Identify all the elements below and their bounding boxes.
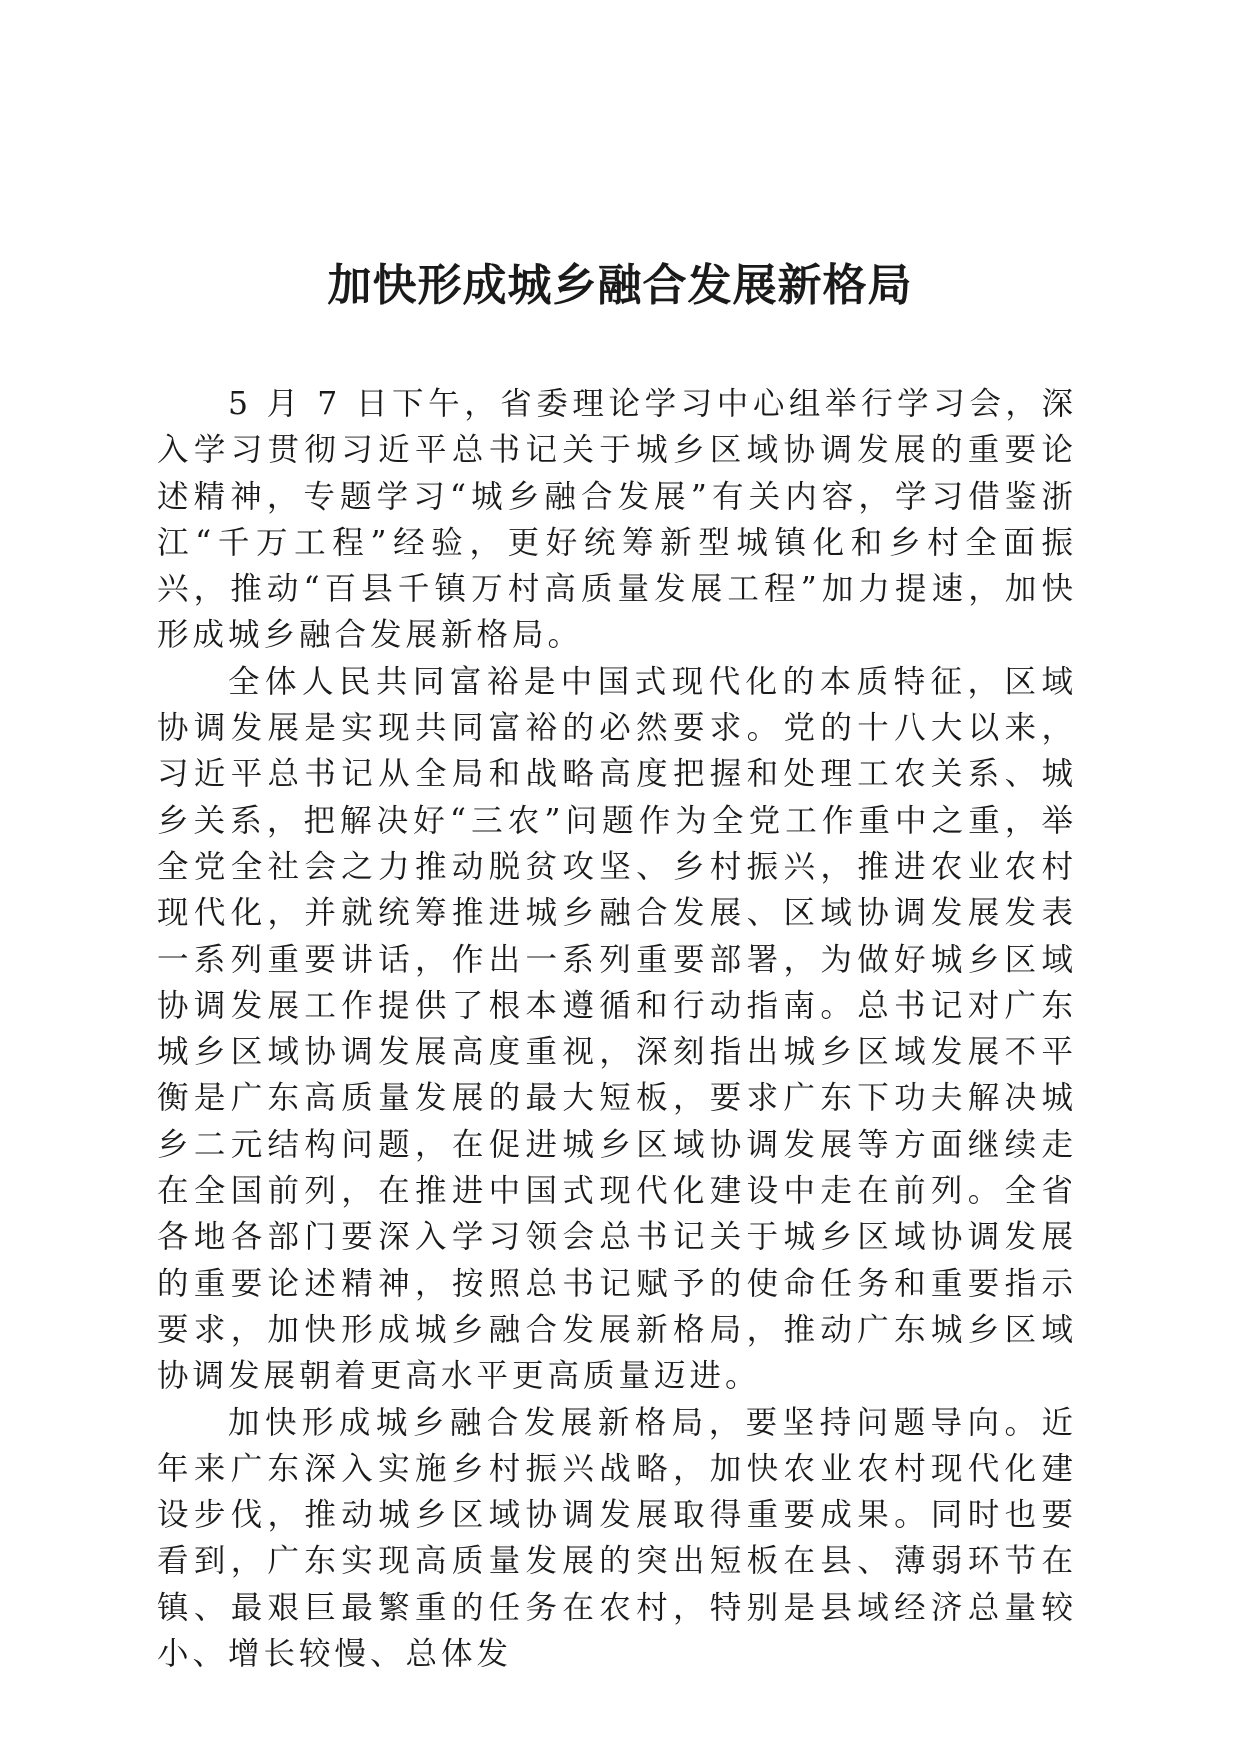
paragraph-3: 加快形成城乡融合发展新格局，要坚持问题导向。近年来广东深入实施乡村振兴战略，加快农业农村现代化建设步伐，推动城乡区域协调发展取得重要成果。同时也要看到，广东实现高质量发展的突出短板在县、薄弱环节在镇、最艰巨最繁重的任务在农村，特别是县域经济总量较小、增长较慢、总体发 bbox=[157, 1404, 1077, 1673]
paragraph-2: 全体人民共同富裕是中国式现代化的本质特征，区域协调发展是实现共同富裕的必然要求。党的十八大以来，习近平总书记从全局和战略高度把握和处理工农关系、城乡关系，把解决好“三农”问题作为全党工作重中之重，举全党全社会之力推动脱贫攻坚、乡村振兴，推进农业农村现代化，并就统筹推进城乡融合发展、区域协调发展发表一系列重要讲话，作出一系列重要部署，为做好城乡区域协调发展工作提供了根本遵循和行动指南。总书记对广东城乡区域协调发展高度重视，深刻指出城乡区域发展不平衡是广东高质量发展的最大短板，要求广东下功夫解决城乡二元结构问题，在促进城乡区域协调发展等方面继续走在全国前列，在推进中国式现代化建设中走在前列。全省各地各部门要深入学习领会总书记关于城乡区域协调发展的重要论述精神，按照总书记赋予的使命任务和重要指示要求，加快形成城乡融合发展新格局，推动广东城乡区域协调发展朝着更高水平更高质量迈进。 bbox=[157, 663, 1077, 1395]
paragraph-1: 5 月 7 日下午，省委理论学习中心组举行学习会，深入学习贯彻习近平总书记关于城乡区域协调发展的重要论述精神，专题学习“城乡融合发展”有关内容，学习借鉴浙江“千万工程”经验，更好统筹新型城镇化和乡村全面振兴，推动“百县千镇万村高质量发展工程”加力提速，加快形成城乡融合发展新格局。 bbox=[157, 386, 1077, 654]
document-title: 加快形成城乡融合发展新格局 bbox=[327, 260, 913, 311]
document-body bbox=[157, 381, 1077, 1677]
